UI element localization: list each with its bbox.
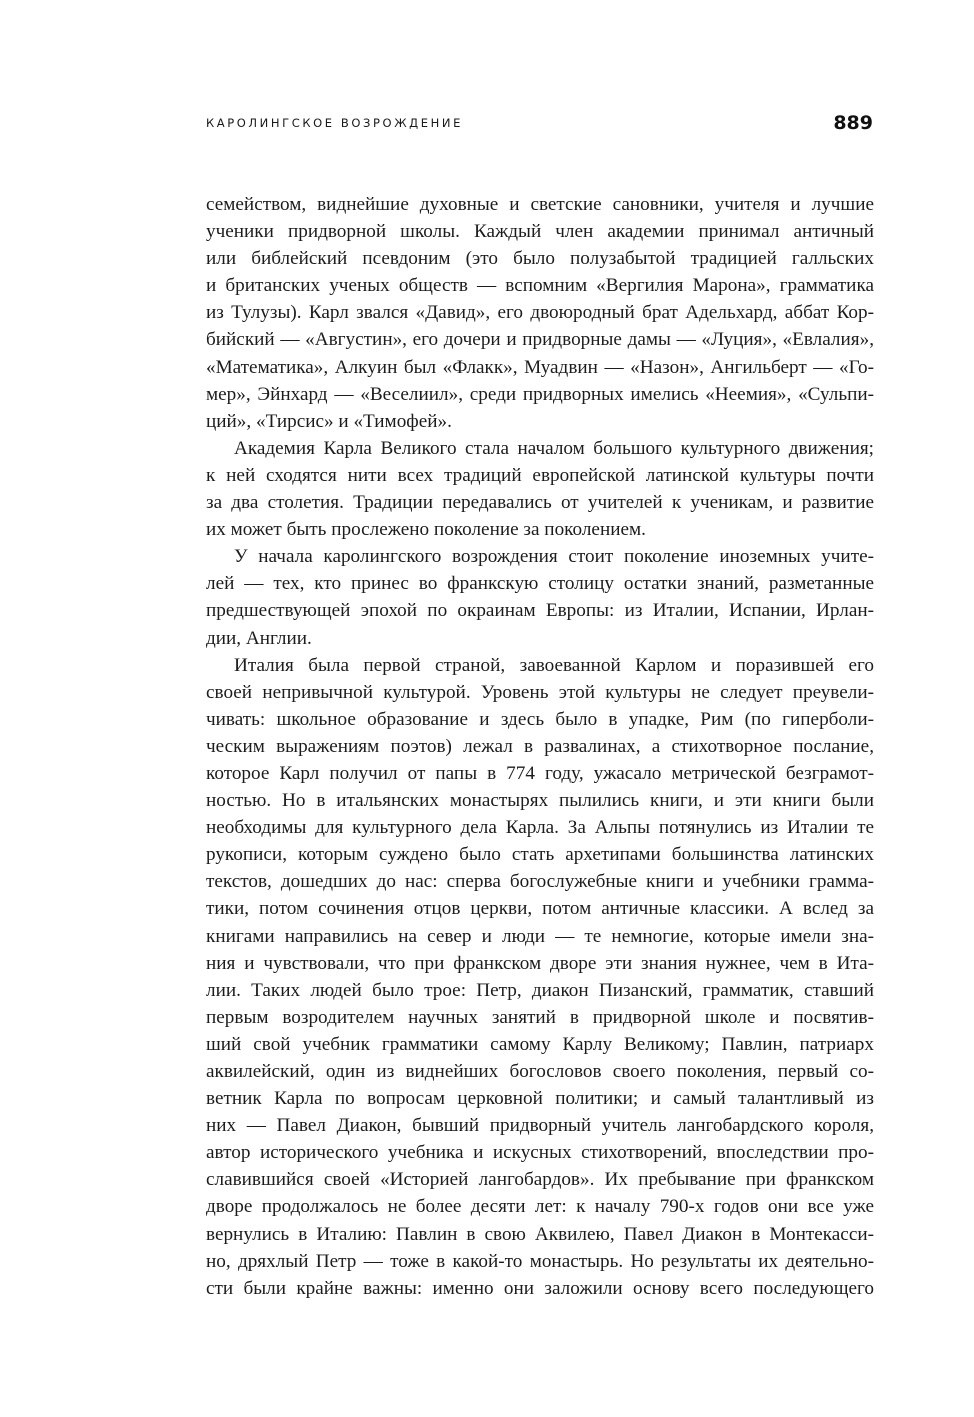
- text-line: за два столетия. Традиции передавались от учителей к ученикам, и развитие: [206, 492, 874, 514]
- text-line: «Математика», Алкуин был «Флакк», Муадвин — «Назон», Ангильберт — «Го-: [206, 356, 874, 378]
- text-line: ший свой учебник грамматики самому Карлу Великому; Павлин, патриарх: [206, 1033, 874, 1055]
- text-line: Италия была первой страной, завоеванной Карлом и поразившей его: [234, 654, 874, 676]
- text-line: тики, потом сочинения отцов церкви, потом античные классики. А вслед за: [206, 898, 874, 920]
- text-line: мер», Эйнхард — «Веселиил», среди придворных имелись «Неемия», «Сульпи-: [206, 383, 874, 405]
- text-line: бийский — «Августин», его дочери и придворные дамы — «Луция», «Евлалия»,: [206, 329, 874, 351]
- text-line: них — Павел Диакон, бывший придворный учитель лангобардского короля,: [206, 1115, 874, 1137]
- paragraph: [206, 652, 874, 1302]
- text-line: славившийся своей «Историей лангобардов». Их пребывание при франкском: [206, 1169, 874, 1191]
- text-line: предшествующей эпохой по окраинам Европы: из Италии, Испании, Ирлан-: [206, 600, 874, 622]
- text-line: необходимы для культурного дела Карла. За Альпы потянулись из Италии те: [206, 817, 874, 839]
- text-line: которое Карл получил от папы в 774 году, ужасало метрической безграмот-: [206, 762, 874, 784]
- text-line: ученики придворной школы. Каждый член академии принимал античный: [206, 221, 874, 243]
- text-line: их может быть прослежено поколение за поколением.: [206, 519, 646, 541]
- body-text: [206, 191, 874, 1302]
- text-line: семейством, виднейшие духовные и светские сановники, учителя и лучшие: [206, 194, 874, 215]
- paragraph: [206, 435, 874, 543]
- text-line: книгами направились на север и люди — те немногие, которые имели зна-: [206, 925, 874, 947]
- running-head-title: КАРОЛИНГСКОЕ ВОЗРОЖДЕНИЕ: [206, 116, 463, 130]
- text-line: текстов, дошедших до нас: сперва богослужебные книги и учебники грамма-: [206, 871, 874, 893]
- text-line: из Тулузы). Карл звался «Давид», его двоюродный брат Адельхард, аббат Кор-: [206, 302, 874, 324]
- page-number: 889: [833, 112, 873, 134]
- text-line: У начала каролингского возрождения стоит поколение иноземных учите-: [234, 546, 874, 568]
- text-line: лей — тех, кто принес во франкскую столицу остатки знаний, разметанные: [206, 573, 874, 595]
- text-line: чивать: школьное образование и здесь было в упадке, Рим (по гиперболи-: [206, 708, 874, 730]
- text-line: к ней сходятся нити всех традиций европейской латинской культуры почти: [206, 464, 874, 486]
- text-line: ветник Карла по вопросам церковной политики; и самый талантливый из: [206, 1088, 874, 1110]
- paragraph: [206, 543, 874, 651]
- text-line: автор исторического учебника и искусных стихотворений, впоследствии про-: [206, 1142, 874, 1164]
- text-line: или библейский псевдоним (это было полузабытой традицией галльских: [206, 248, 874, 270]
- text-line: ностью. Но в итальянских монастырях пылились книги, и эти книги были: [206, 790, 874, 812]
- text-line: ций», «Тирсис» и «Тимофей».: [206, 410, 452, 432]
- text-line: ния и чувствовали, что при франкском дворе эти знания нужнее, чем в Ита-: [206, 952, 874, 974]
- text-line: первым возродителем научных занятий в придворной школе и посвятив-: [206, 1006, 874, 1028]
- text-line: дворе продолжалось не более десяти лет: к началу 790-х годов они все уже: [206, 1196, 874, 1218]
- text-line: вернулись в Италию: Павлин в свою Аквилею, Павел Диакон в Монтекасси-: [206, 1223, 874, 1245]
- text-line: рукописи, которым суждено было стать архетипами большинства латинских: [206, 844, 874, 866]
- text-line: но, дряхлый Петр — тоже в какой-то монастырь. Но результаты их деятельно-: [206, 1250, 874, 1272]
- text-line: сти были крайне важны: именно они заложили основу всего последующего: [206, 1277, 874, 1299]
- text-line: лии. Таких людей было трое: Петр, диакон Пизанский, грамматик, ставший: [206, 979, 874, 1001]
- text-line: и британских ученых обществ — вспомним «Вергилия Марона», грамматика: [206, 275, 874, 297]
- text-line: дии, Англии.: [206, 627, 312, 649]
- text-line: ческим выражениям поэтов) лежал в развалинах, а стихотворное послание,: [206, 735, 874, 757]
- text-line: Академия Карла Великого стала началом большого культурного движения;: [234, 437, 874, 459]
- paragraph: [206, 191, 874, 435]
- text-line: аквилейский, один из виднейших богословов своего поколения, первый со-: [206, 1061, 874, 1082]
- text-line: своей непривычной культурой. Уровень этой культуры не следует преувели-: [206, 681, 874, 703]
